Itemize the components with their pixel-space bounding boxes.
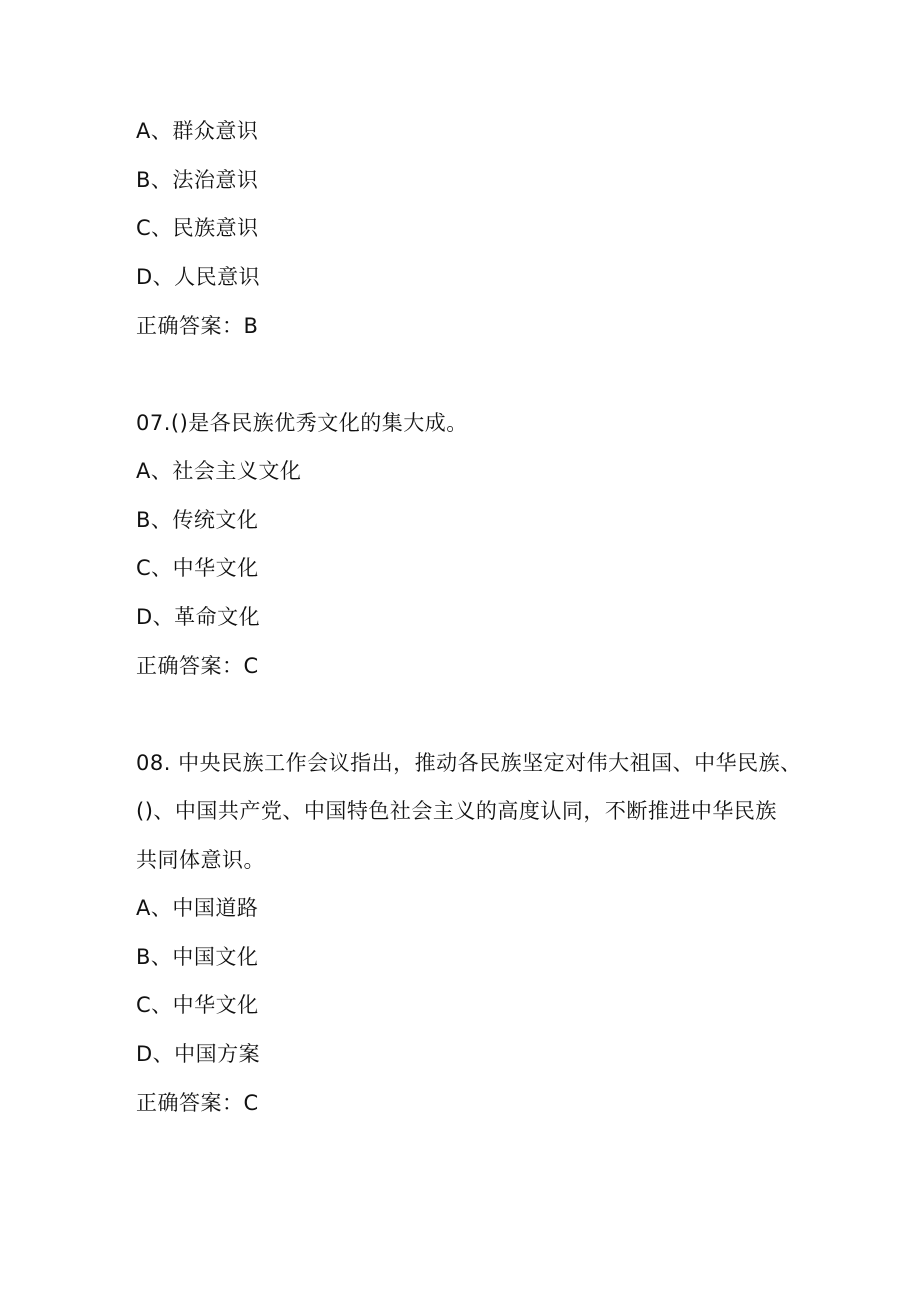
option-a: A、群众意识 xyxy=(136,119,259,143)
option-b: B、中国文化 xyxy=(136,945,259,969)
option-b: B、法治意识 xyxy=(136,168,259,192)
option-c: C、民族意识 xyxy=(136,216,259,240)
question-07: 07.()是各民族优秀文化的集大成。 xyxy=(136,411,468,435)
option-a: A、中国道路 xyxy=(136,896,259,920)
question-08-line-3: 共同体意识。 xyxy=(136,848,265,872)
option-a: A、社会主义文化 xyxy=(136,459,302,483)
option-b: B、传统文化 xyxy=(136,508,259,532)
correct-answer: 正确答案：C xyxy=(136,654,259,678)
option-d: D、中国方案 xyxy=(136,1042,261,1066)
correct-answer: 正确答案：C xyxy=(136,1091,259,1115)
option-d: D、革命文化 xyxy=(136,605,261,629)
question-08-line-2: ()、中国共产党、中国特色社会主义的高度认同，不断推进中华民族 xyxy=(136,799,777,823)
option-c: C、中华文化 xyxy=(136,556,259,580)
question-08-line-1: 08. 中央民族工作会议指出，推动各民族坚定对伟大祖国、中华民族、 xyxy=(136,751,802,775)
option-d: D、人民意识 xyxy=(136,265,261,289)
option-c: C、中华文化 xyxy=(136,993,259,1017)
correct-answer: 正确答案：B xyxy=(136,314,259,338)
